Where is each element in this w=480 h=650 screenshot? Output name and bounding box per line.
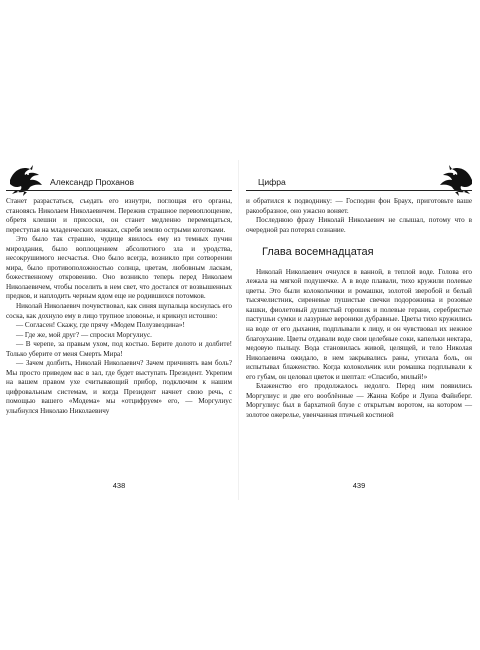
running-head-author: Александр Проханов <box>50 177 135 187</box>
page-body <box>246 197 472 420</box>
dialogue-line: — Зачем долбить, Николай Николаевич? Зачем причинять вам боль? Мы просто приведем вас в зал, где будет выступать Президент. Укрепим на вашем правом ухе считывающий прибор, подключим к нашим цифровальным системам, и когда Президент начнет свою речь, с помощью вашего «Модема» мы «отцифруем» его, — Моргулиус улыбнулся Николаю Николаевичу <box>6 359 232 416</box>
right-page <box>246 170 472 420</box>
left-page <box>6 170 232 417</box>
page-number: 438 <box>112 481 126 490</box>
paragraph: Николай Николаевич почувствовал, как синяя щупальца коснулась его соска, как дохнуло ему в лицо трупное зловонье, и крикнул истошно: <box>6 302 232 320</box>
paragraph: Это было так страшно, чудище явилось ему из темных пучин мироздания, было воплощением абсолютного зла и уродства, несокрушимого несчастья. Оно было всегда, возникло при сотворении мира, было противоположностью солнца, цветам, любовным ласкам, божественному откровению. Оно возникло теперь перед Николаем Николаевичем, чтобы поселить в нем свет, что достался от возвышенных предков, и наплодить черным ядом еще не родившихся потомков. <box>6 235 232 301</box>
page-gutter <box>238 160 239 500</box>
page-number: 439 <box>352 481 366 490</box>
paragraph: Последнюю фразу Николай Николаевич не слышал, потому что в очередной раз потерял сознание. <box>246 216 472 234</box>
paragraph: Блаженство его продолжалось недолго. Перед ним появились Моргулиус и две его вооблённые — Жанна Кобре и Луиза Файнберг. Моргулиус был в бархатной блузе с открытым воротом, на котором — золотое ожерелье, увенчанная птичьей костиной <box>246 382 472 419</box>
dialogue-line: — В черепе, за правым ухом, под костью. Берите долото и долбите! Только уберите от меня Смерть Мира! <box>6 340 232 358</box>
dialogue-line: — Где же, мой друг? — спросил Моргулиус. <box>16 330 152 339</box>
paragraph: и обратился к подводнику: — Господин фон Браух, приготовьте ваше ракообразное, оно ужасно воняет. <box>246 197 472 215</box>
chapter-title: Глава восемнадцатая <box>262 246 374 259</box>
dialogue-line: — Согласен! Скажу, где прячу «Модем Полузвездина»! <box>16 321 185 330</box>
running-head-title: Цифра <box>258 177 286 187</box>
page-body <box>6 197 232 417</box>
paragraph: Николай Николаевич очнулся в ванной, в теплой воде. Голова его лежала на мягкой подушечке. А в воде плавали, тихо кружили полевые цветы. Это были колокольчики и ромашки, золотой зверобой и белый тысячелистник, сиреневые пушистые свечки подорожника и розовые кашки, фиолетовый душистый горошек и полевые герани, серебристые пастушьи сумки и лазурные вероники дубравные. Цветы тихо кружились на воде от его дыхания, подплывали к лицу, и он чувствовал их нежное благоухание. Цветы отдавали воде свои целебные соки, капельки нектара, медовую пыльцу. Вода становилась живой, целящей, и тело Николая Николаевича ожидало, в нем закрывались раны, утихала боль, он испытывал блаженство. Когда колокольчик или ромашка подплывали к его губам, он целовал цветок и шептал: «Спасибо, милый!» <box>246 267 472 381</box>
running-header <box>6 170 232 191</box>
paragraph: Станет разрастаться, съедать его изнутри, поглощая его органы, становясь Николаем Николаевичем. Пережив страшное перевоплощение, обретя клешни и присоски, он станет медленно перемещаться, переступая на младенческих ножках, скребя землю острыми коготками. <box>6 197 232 234</box>
running-header <box>246 170 472 191</box>
